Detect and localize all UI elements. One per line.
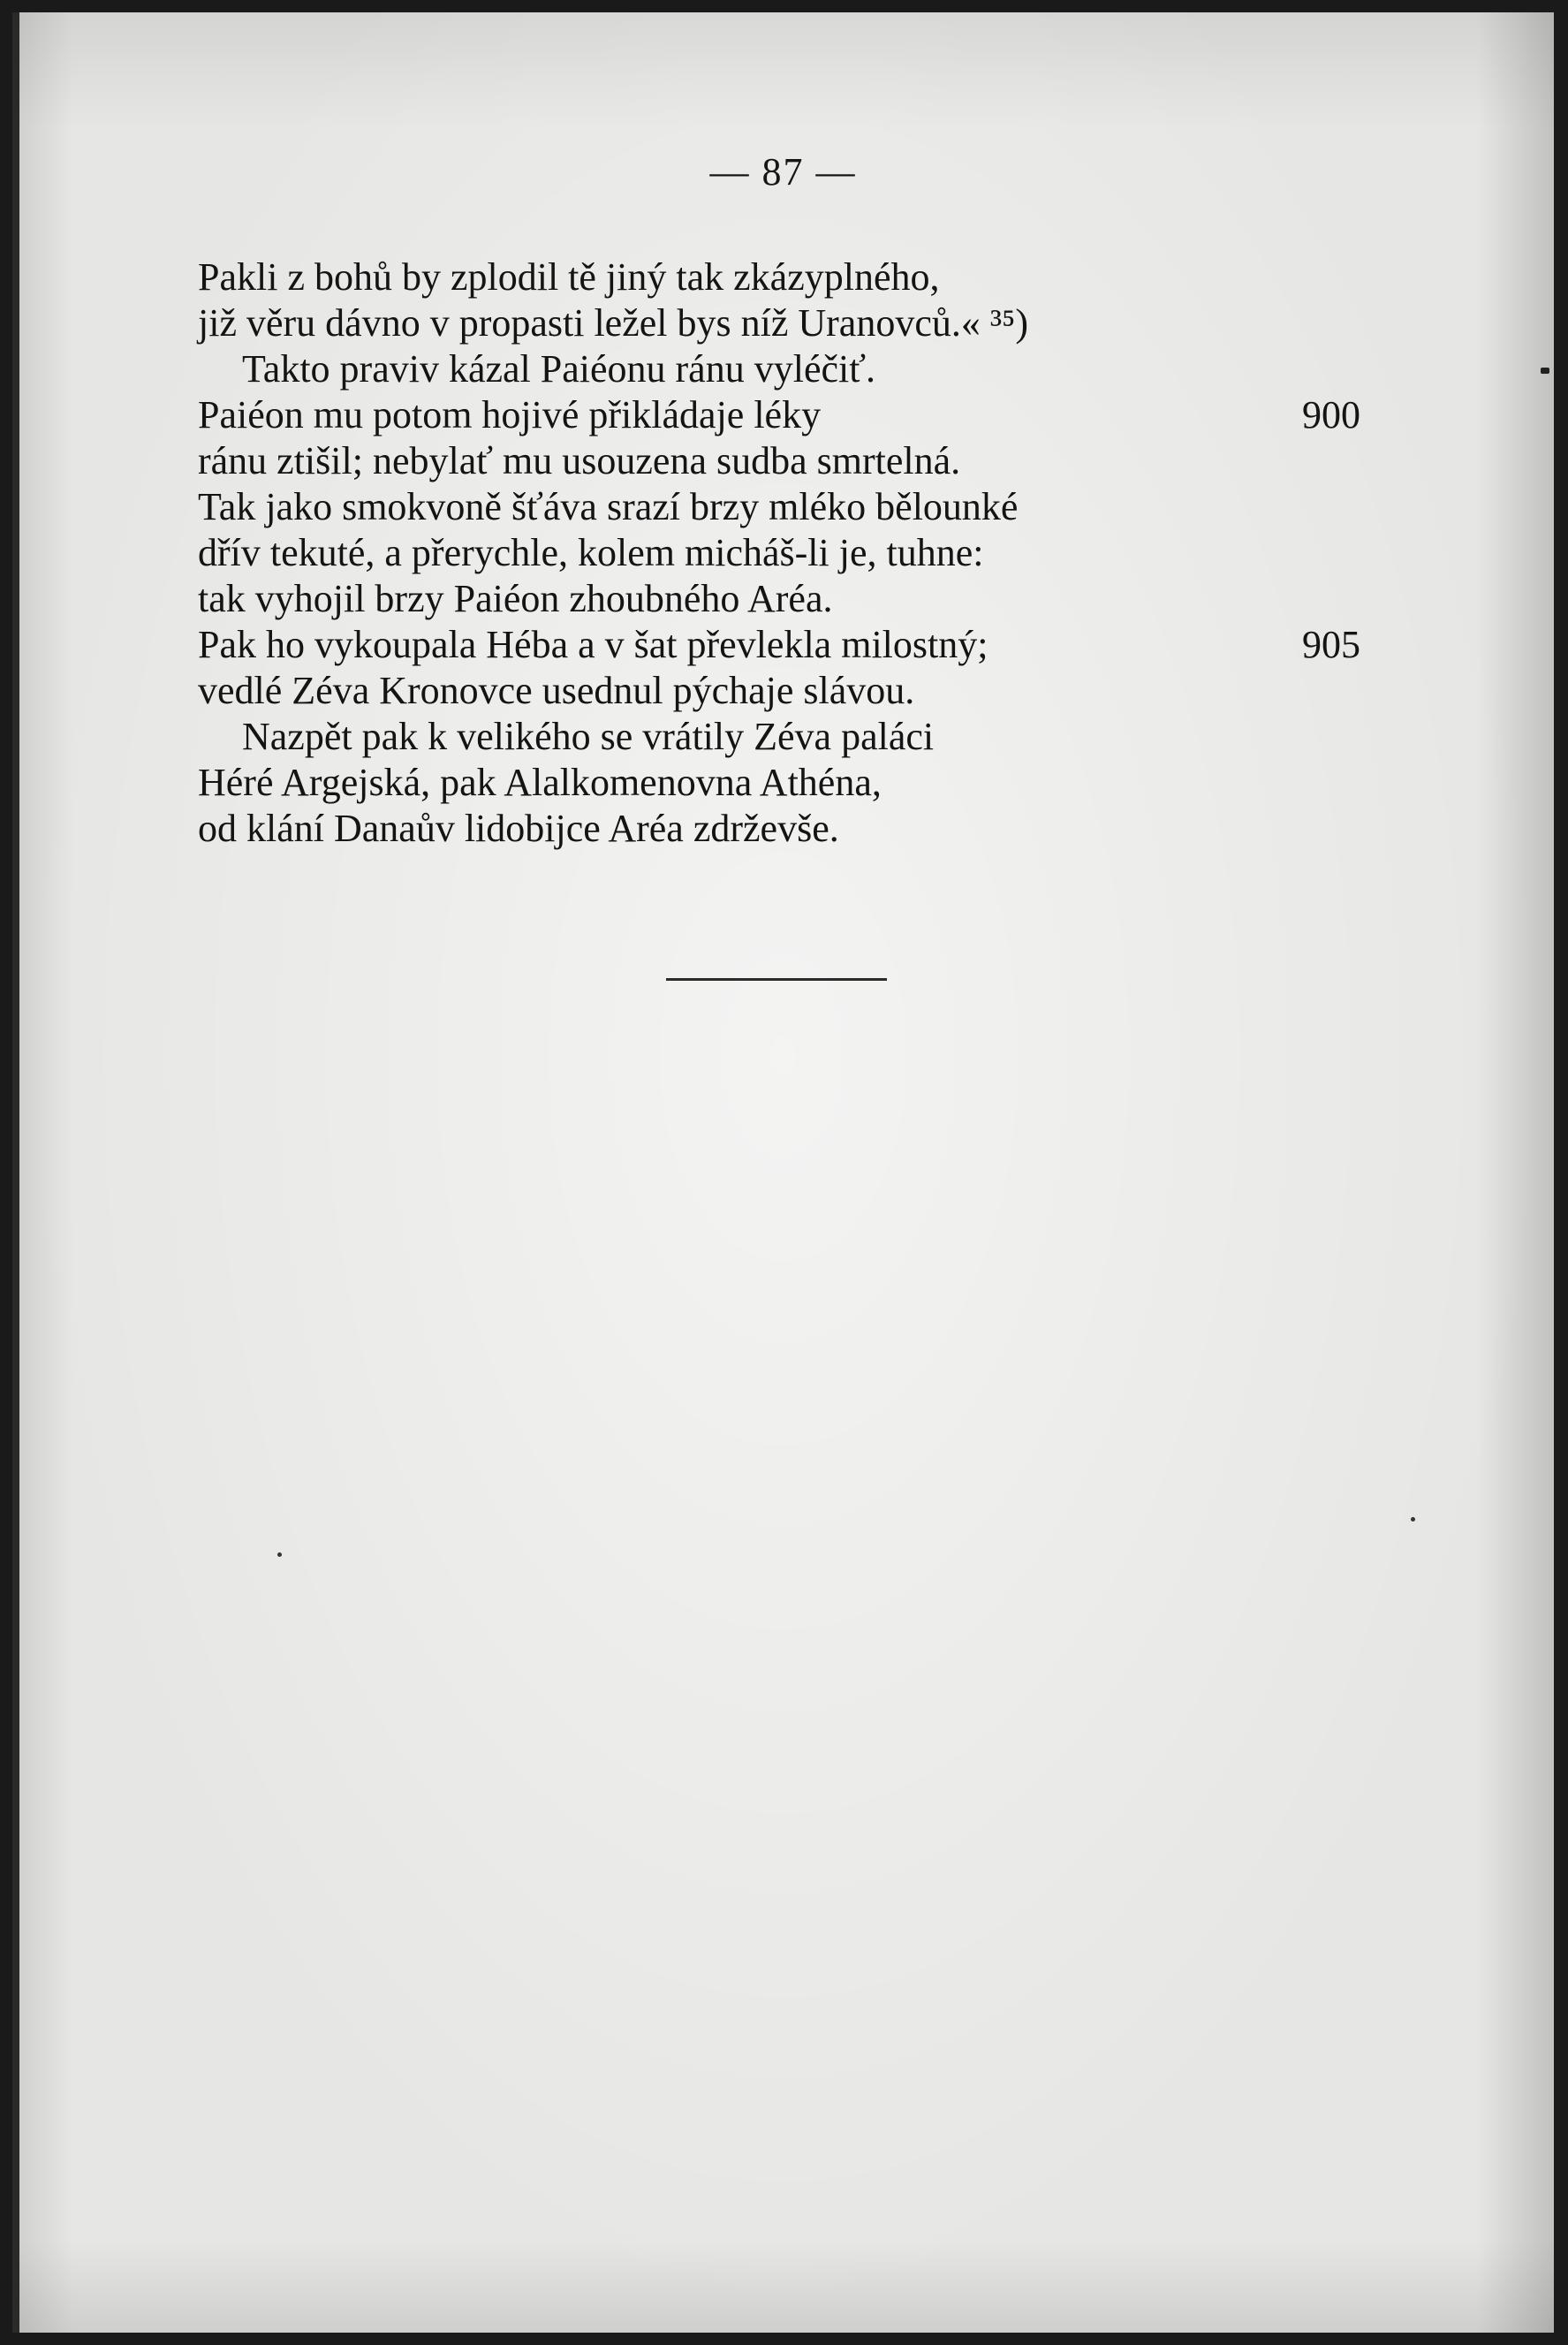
verse-text: Pak ho vykoupala Héba a v šat převlekla milostný; <box>198 623 989 666</box>
verse-text: tak vyhojil brzy Paiéon zhoubného Aréa. <box>198 577 833 620</box>
verse-text: ránu ztišil; nebylať mu usouzena sudba smrtelná. <box>198 439 961 482</box>
verse-line <box>198 484 1435 530</box>
ink-speck <box>1541 368 1549 374</box>
verse-line <box>198 300 1435 346</box>
verse-text: Nazpět pak k velikého se vrátily Zéva paláci <box>242 715 935 758</box>
verse-text: Paiéon mu potom hojivé přikládaje léky <box>198 393 822 436</box>
ink-speck <box>1411 1517 1415 1522</box>
verse-line <box>198 622 1435 668</box>
verse-block <box>198 254 1435 852</box>
verse-line <box>198 576 1435 622</box>
verse-line <box>198 392 1435 438</box>
verse-line <box>198 530 1435 576</box>
section-divider <box>666 978 887 981</box>
line-number: 905 <box>1302 623 1360 666</box>
verse-line <box>198 714 1435 760</box>
ink-speck <box>277 1552 282 1557</box>
verse-text: již věru dávno v propasti ležel bys níž Uranovců.« ³⁵) <box>198 301 1029 345</box>
verse-line <box>198 806 1435 852</box>
verse-text: dřív tekuté, a přerychle, kolem micháš-li je, tuhne: <box>198 531 984 574</box>
page-left-edge <box>12 12 19 2333</box>
verse-line <box>198 668 1435 714</box>
book-page <box>12 12 1554 2333</box>
page-number: — 87 — <box>709 150 857 194</box>
verse-line <box>198 760 1435 806</box>
verse-line <box>198 254 1435 300</box>
verse-line <box>198 438 1435 484</box>
verse-text: vedlé Zéva Kronovce usednul pýchaje slávou. <box>198 669 915 712</box>
verse-text: Tak jako smokvoně šťáva srazí brzy mléko bělounké <box>198 485 1019 528</box>
verse-line <box>198 346 1435 392</box>
verse-text: Takto praviv kázal Paiéonu ránu vyléčiť. <box>242 347 876 391</box>
line-number: 900 <box>1302 393 1360 436</box>
verse-text: Héré Argejská, pak Alalkomenovna Athéna, <box>198 761 882 804</box>
verse-text: od klání Danaův lidobijce Aréa zdrževše. <box>198 807 839 850</box>
verse-text: Pakli z bohů by zplodil tě jiný tak zkázyplného, <box>198 255 940 299</box>
